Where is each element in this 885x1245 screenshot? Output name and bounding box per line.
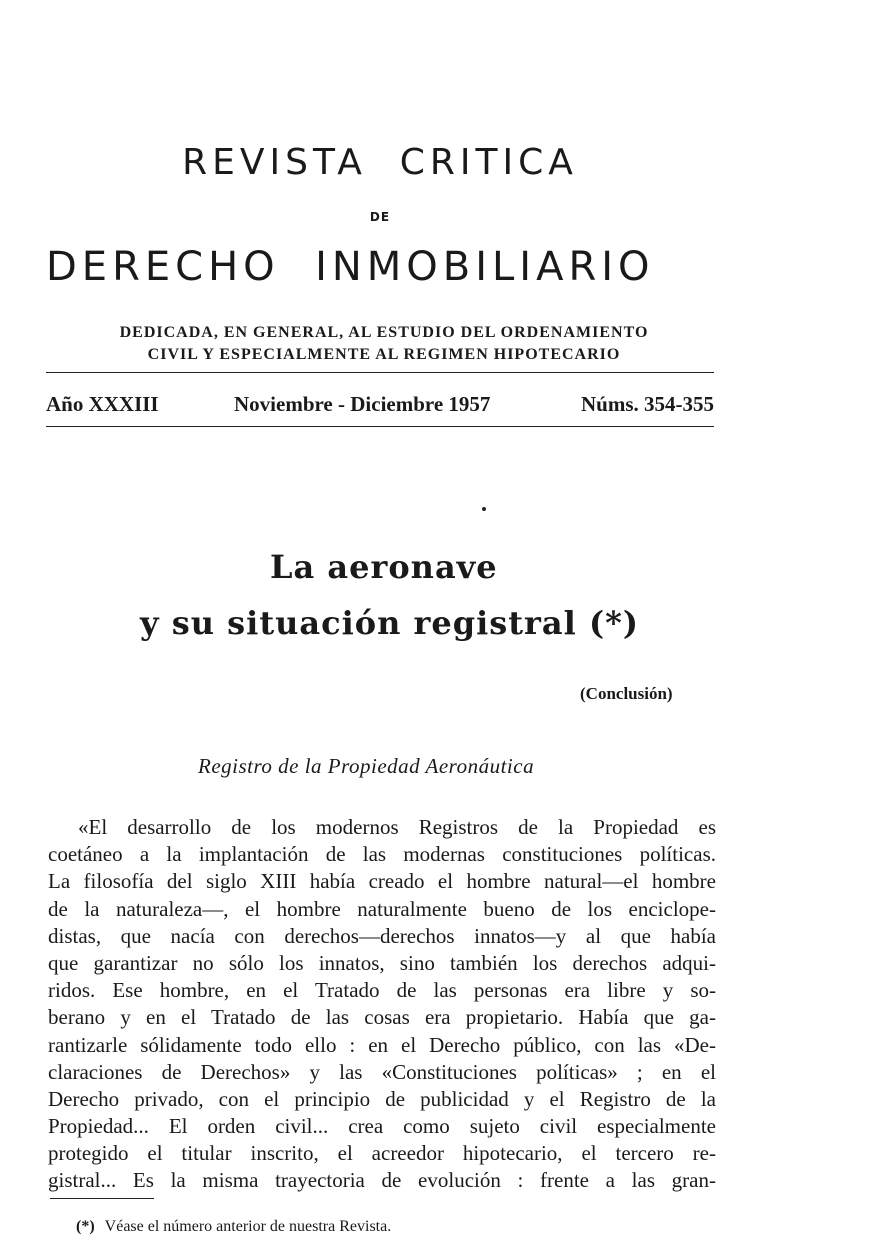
journal-subject: DERECHO INMOBILIARIO [46, 244, 655, 290]
dedication-line-1: DEDICADA, EN GENERAL, AL ESTUDIO DEL ORDENAMIENTO [119, 324, 649, 341]
article-body [48, 814, 716, 1195]
dedication-line-2: CIVIL Y ESPECIALMENTE AL REGIMEN HIPOTECARIO [147, 346, 621, 363]
section-heading: Registro de la Propiedad Aeronáutica [198, 754, 535, 778]
footnote [76, 1218, 391, 1236]
journal-dedication [46, 322, 722, 366]
footnote-mark: (*) [76, 1218, 95, 1235]
journal-connector: DE [369, 210, 391, 224]
body-line: de la naturaleza—, el hombre naturalmente bueno de los enciclope- [48, 896, 716, 921]
body-line: gistral... Es la misma trayectoria de evolución : frente a las gran- [48, 1168, 716, 1193]
body-line: La filosofía del siglo XIII había creado el hombre natural—el hombre [48, 869, 716, 894]
article-title-line-2: y su situación registral (*) [140, 604, 639, 642]
body-line: Derecho privado, con el principio de publicidad y el Registro de la [48, 1086, 716, 1111]
body-line: «El desarrollo de los modernos Registros de la Propiedad es [78, 815, 716, 839]
body-line: berano y en el Tratado de las cosas era propietario. Había que ga- [48, 1005, 716, 1030]
body-line: ridos. Ese hombre, en el Tratado de las personas era libre y so- [48, 978, 716, 1003]
issue-numbers: Núms. 354-355 [580, 392, 714, 416]
body-line: protegido el titular inscrito, el acreedor hipotecario, el tercero re- [48, 1141, 716, 1166]
ink-dot [482, 507, 486, 511]
body-line: Propiedad... El orden civil... crea como sujeto civil especialmente [48, 1114, 716, 1139]
footnote-text: Véase el número anterior de nuestra Revista. [104, 1218, 392, 1235]
masthead-rule-bottom [46, 426, 714, 427]
article-note: (Conclusión) [580, 684, 673, 703]
article-title-line-1: La aeronave [270, 548, 498, 586]
body-line: que garantizar no sólo los innatos, sino también los derechos adqui- [48, 950, 716, 975]
issue-info [46, 392, 714, 418]
body-line: distas, que nacía con derechos—derechos innatos—y al que había [48, 923, 716, 948]
body-line: rantizarle sólidamente todo ello : en el Derecho público, con las «De- [48, 1032, 716, 1057]
body-line: claraciones de Derechos» y las «Constituciones políticas» ; en el [48, 1059, 716, 1084]
issue-date: Noviembre - Diciembre 1957 [234, 392, 491, 416]
issue-year: Año XXXIII [46, 392, 159, 416]
journal-title: REVISTA CRITICA [182, 142, 578, 183]
body-line: coetáneo a la implantación de las modernas constituciones políticas. [48, 842, 716, 867]
masthead-rule-top [46, 372, 714, 373]
footnote-rule [50, 1198, 154, 1199]
